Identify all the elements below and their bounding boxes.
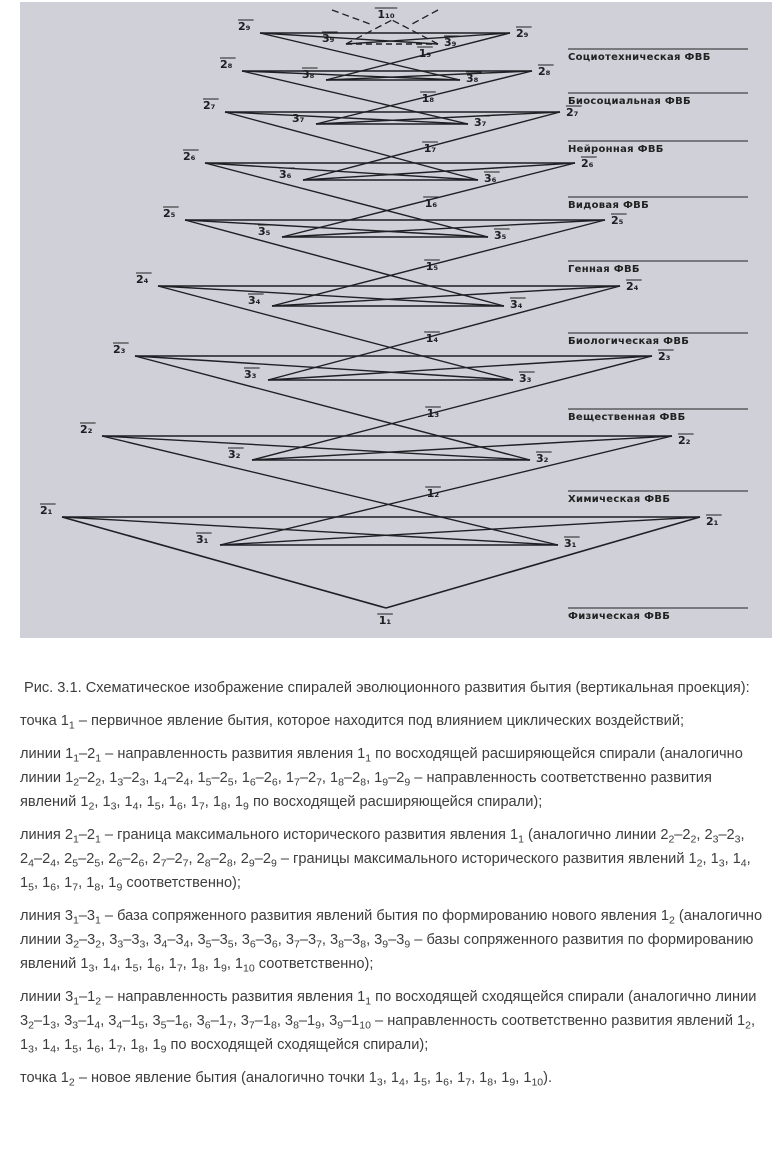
svg-text:1₁₀: 1₁₀	[377, 8, 395, 21]
label-3-1-left	[196, 533, 212, 546]
band-label-1	[568, 491, 748, 505]
band-label-5	[568, 197, 748, 211]
label-center-6	[423, 197, 439, 210]
svg-text:2₁: 2₁	[706, 515, 719, 528]
svg-text:2₇: 2₇	[203, 99, 216, 112]
svg-text:2₇: 2₇	[566, 106, 579, 119]
svg-text:3₂: 3₂	[228, 448, 241, 461]
svg-text:Нейронная ФВБ: Нейронная ФВБ	[568, 144, 664, 155]
label-1-10	[375, 8, 397, 21]
label-3-6-left	[279, 168, 295, 181]
svg-text:3₁: 3₁	[196, 533, 209, 546]
label-3-5-left	[258, 225, 274, 238]
svg-text:3₈: 3₈	[302, 68, 315, 81]
label-2-5-right	[611, 214, 627, 227]
top-dashed-upper-right	[412, 10, 438, 24]
label-2-4-right	[626, 280, 642, 293]
svg-text:1₈: 1₈	[421, 92, 435, 105]
label-2-5-left	[163, 207, 179, 220]
svg-text:3₄: 3₄	[510, 298, 523, 311]
figure-caption: Рис. 3.1. Схематическое изображение спиралей эволюционного развития бытия (вертикальная проекция):	[24, 680, 750, 696]
label-2-3-right	[658, 350, 674, 363]
svg-text:Физическая ФВБ: Физическая ФВБ	[568, 611, 671, 622]
svg-text:3₆: 3₆	[279, 168, 292, 181]
expanding-line-right-5	[272, 220, 605, 306]
paragraph-point-1-2: точка $1_2$ – новое явление бытия (аналогично точки $1_3$, $1_4$, $1_5$, $1_6$, $1_7$, $1_8$, $1_9$, $1_{10}$).	[20, 1070, 553, 1089]
label-2-4-left	[136, 273, 152, 286]
svg-text:3₆: 3₆	[484, 172, 497, 185]
svg-text:3₉: 3₉	[444, 36, 457, 49]
expanding-line-left-4	[158, 286, 513, 380]
svg-text:3₅: 3₅	[258, 225, 271, 238]
band-label-8	[568, 49, 748, 63]
svg-text:2₆: 2₆	[183, 150, 196, 163]
label-2-6-right	[581, 157, 597, 170]
svg-text:2₁: 2₁	[40, 504, 53, 517]
svg-text:3₇: 3₇	[474, 116, 487, 129]
svg-text:3₃: 3₃	[244, 368, 257, 381]
label-3-1-right	[564, 537, 580, 550]
svg-text:2₂: 2₂	[80, 423, 93, 436]
svg-text:2₆: 2₆	[581, 157, 594, 170]
svg-text:1₄: 1₄	[425, 332, 439, 345]
svg-text:1₆: 1₆	[424, 197, 438, 210]
label-2-7-left	[203, 99, 219, 112]
svg-text:3₂: 3₂	[536, 452, 549, 465]
spiral-line-1-1-2-1-left	[62, 517, 386, 608]
svg-text:Генная ФВБ: Генная ФВБ	[568, 264, 640, 275]
svg-text:2₈: 2₈	[538, 65, 551, 78]
label-2-1-right	[706, 515, 722, 528]
label-3-3-left	[244, 368, 260, 381]
svg-text:Видовая ФВБ: Видовая ФВБ	[568, 200, 650, 211]
label-3-9-left	[322, 32, 338, 45]
paragraph-lines-1-2: линии $1_1-2_1$ – направленность развития явления $1_1$ по восходящей расширяющейся спирали (аналогично линии $1_2-2_2$, $1_3-2_3$, $1_4-2_4$, $1_5-2_5$, $1_6-2_6$, $1_7-2_7$, $1_8-2_8$, $1_9-2_9$ – направленность соответственно развития явлений $1_2$, $1_3$, $1_4$, $1_5$, $1_6$, $1_7$, $1_8$, $1_9$ по восходящей расширяющейся спирали);	[20, 746, 743, 813]
spiral-diagram-figure	[20, 2, 772, 638]
spiral-line-1-1-2-1-right	[386, 517, 700, 608]
band-label-physical	[568, 608, 748, 622]
paragraph-line-2-2: линия $2_1-2_1$ – граница максимального исторического развития явления $1_1$ (аналогично линии $2_2-2_2$, $2_3-2_3$, $2_4-2_4$, $2_5-2_5$, $2_6-2_6$, $2_7-2_7$, $2_8-2_8$, $2_9-2_9$ – границы максимального исторического развития явлений $1_2$, $1_3$, $1_4$, $1_5$, $1_6$, $1_7$, $1_8$, $1_9$ соответственно);	[20, 827, 751, 894]
label-2-6-left	[183, 150, 199, 163]
label-2-8-right	[538, 65, 554, 78]
svg-text:Химическая ФВБ: Химическая ФВБ	[568, 494, 671, 505]
svg-text:1₁: 1₁	[378, 614, 392, 627]
svg-text:Биологическая ФВБ: Биологическая ФВБ	[568, 336, 690, 347]
label-3-2-right	[536, 452, 552, 465]
svg-text:3₅: 3₅	[494, 229, 507, 242]
band-label-3	[568, 333, 748, 347]
label-3-4-right	[510, 298, 526, 311]
label-center-5	[424, 260, 440, 273]
svg-text:3₁: 3₁	[564, 537, 577, 550]
expanding-line-left-5	[185, 220, 504, 306]
band-label-2	[568, 409, 748, 423]
svg-text:Биосоциальная ФВБ: Биосоциальная ФВБ	[568, 96, 691, 107]
svg-text:Социотехническая ФВБ: Социотехническая ФВБ	[568, 52, 711, 63]
svg-text:2₄: 2₄	[626, 280, 639, 293]
label-2-1-left	[40, 504, 56, 517]
svg-text:2₄: 2₄	[136, 273, 149, 286]
svg-text:2₈: 2₈	[220, 58, 233, 71]
expanding-line-left-2	[102, 436, 558, 545]
paragraph-point-1-1: точка $1_1$ – первичное явление бытия, которое находится под влиянием циклических воздействий;	[20, 713, 685, 732]
paragraph-lines-3-1: линии $3_1-1_2$ – направленность развития явления $1_1$ по восходящей сходящейся спирали (аналогично линии $3_2-1_3$, $3_3-1_4$, $3_4-1_5$, $3_5-1_6$, $3_6-1_7$, $3_7-1_8$, $3_8-1_9$, $3_9-1_{10}$ – направленность соответственно развития явлений $1_2$, $1_3$, $1_4$, $1_5$, $1_6$, $1_7$, $1_8$, $1_9$ по восходящей сходящейся спирали);	[20, 989, 757, 1056]
svg-text:1₇: 1₇	[423, 142, 437, 155]
label-2-7-right	[566, 106, 582, 119]
label-2-9-left	[238, 20, 254, 33]
svg-text:2₉: 2₉	[238, 20, 251, 33]
label-3-5-right	[494, 229, 510, 242]
expanding-line-left-6	[205, 163, 488, 237]
svg-text:3₄: 3₄	[248, 294, 261, 307]
label-center-7	[422, 142, 438, 155]
top-dashed-upper-left	[332, 10, 370, 24]
label-center-4	[424, 332, 440, 345]
label-center-2	[425, 487, 441, 500]
svg-text:3₈: 3₈	[466, 72, 479, 85]
svg-text:1₉: 1₉	[418, 47, 432, 60]
svg-text:1₂: 1₂	[426, 487, 440, 500]
expanding-line-left-3	[135, 356, 530, 460]
label-2-8-left	[220, 58, 236, 71]
svg-text:1₅: 1₅	[425, 260, 439, 273]
label-3-7-right	[474, 116, 490, 129]
svg-text:3₇: 3₇	[292, 112, 305, 125]
band-label-4	[568, 261, 748, 275]
expanding-line-right-3	[252, 356, 652, 460]
svg-text:2₂: 2₂	[678, 434, 691, 447]
svg-text:3₉: 3₉	[322, 32, 335, 45]
svg-text:2₃: 2₃	[658, 350, 671, 363]
converging-line-left-1	[62, 517, 558, 545]
svg-text:2₅: 2₅	[163, 207, 176, 220]
label-2-3-left	[113, 343, 129, 356]
label-center-8	[420, 92, 436, 105]
svg-text:2₅: 2₅	[611, 214, 624, 227]
expanding-line-right-4	[268, 286, 620, 380]
svg-text:3₃: 3₃	[519, 372, 532, 385]
label-2-2-left	[80, 423, 96, 436]
label-center-9	[417, 47, 433, 60]
band-label-7	[568, 93, 748, 107]
paragraph-line-3-3: линия $3_1-3_1$ – база сопряженного развития явлений бытия по формированию нового явления $1_2$ (аналогично линии $3_2-3_2$, $3_3-3_3$, $3_4-3_4$, $3_5-3_5$, $3_6-3_6$, $3_7-3_7$, $3_8-3_8$, $3_9-3_9$ – базы сопряженного развития по формированию явлений $1_3$, $1_4$, $1_5$, $1_6$, $1_7$, $1_8$, $1_9$, $1_{10}$ соответственно);	[20, 908, 763, 975]
label-3-2-left	[228, 448, 244, 461]
figure-description	[20, 676, 765, 1099]
label-2-9-right	[516, 27, 532, 40]
svg-text:2₉: 2₉	[516, 27, 529, 40]
label-center-3	[425, 407, 441, 420]
band-label-6	[568, 141, 748, 155]
label-2-2-right	[678, 434, 694, 447]
svg-text:1₃: 1₃	[426, 407, 440, 420]
label-3-7-left	[292, 112, 308, 125]
label-1-1	[377, 614, 393, 627]
label-3-4-left	[248, 294, 264, 307]
svg-text:Вещественная ФВБ: Вещественная ФВБ	[568, 412, 686, 423]
label-3-3-right	[519, 372, 535, 385]
svg-text:2₃: 2₃	[113, 343, 126, 356]
spiral-diagram	[20, 2, 772, 638]
